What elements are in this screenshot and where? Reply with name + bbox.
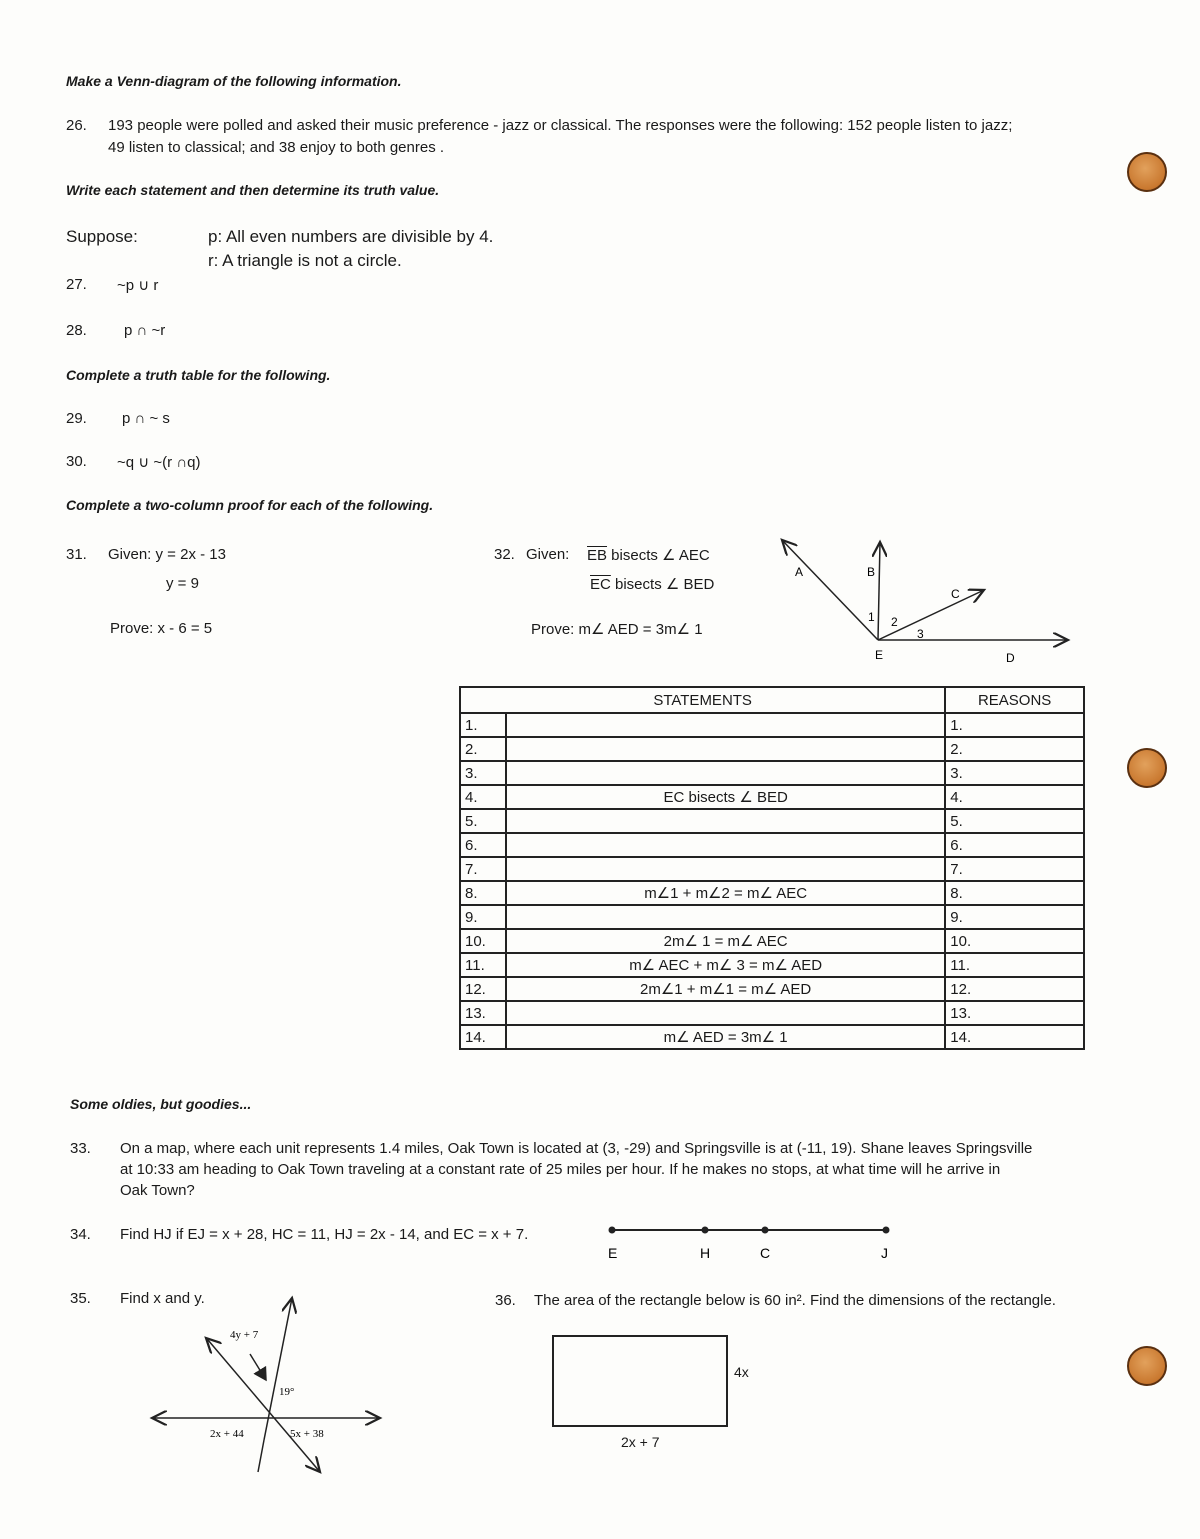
section-heading-venn: Make a Venn-diagram of the following information. xyxy=(66,73,402,89)
label-angle-2: 2 xyxy=(891,615,898,629)
proof-row xyxy=(460,857,1084,881)
q32-number: 32. xyxy=(494,546,515,563)
q31-prove: Prove: x - 6 = 5 xyxy=(110,620,213,637)
q27-number: 27. xyxy=(66,276,87,293)
statement-cell xyxy=(506,713,945,737)
label-point-e: E xyxy=(608,1245,618,1261)
rectangle xyxy=(552,1335,728,1427)
statement-cell xyxy=(506,761,945,785)
rectangle-bottom-label: 2x + 7 xyxy=(621,1434,660,1450)
reason-cell: 12. xyxy=(945,977,1084,1001)
q31-given1: Given: y = 2x - 13 xyxy=(108,546,226,563)
q32-prove: Prove: m∠ AED = 3m∠ 1 xyxy=(531,621,703,638)
q29-expression: p ∩ ~ s xyxy=(122,410,170,427)
statement-number: 11. xyxy=(460,953,506,977)
intersecting-lines-diagram xyxy=(140,1290,400,1480)
statement-cell: m∠1 + m∠2 = m∠ AEC xyxy=(506,881,945,905)
suppose-label: Suppose: xyxy=(66,227,138,246)
label-b: B xyxy=(867,565,876,579)
reason-cell: 4. xyxy=(945,785,1084,809)
statement-number: 3. xyxy=(460,761,506,785)
q33-line3: Oak Town? xyxy=(120,1182,195,1199)
statement-number: 7. xyxy=(460,857,506,881)
statement-cell xyxy=(506,833,945,857)
statement-number: 13. xyxy=(460,1001,506,1025)
ray-eb: $\overline{EB}$ xyxy=(587,547,608,564)
q30-expression: ~q ∪ ~(r ∩q) xyxy=(117,454,201,471)
q33-line1: On a map, where each unit represents 1.4 miles, Oak Town is located at (3, -29) and Springsville is at (-11, 19). Shane leaves Springsville xyxy=(120,1140,1033,1157)
section-heading-truth-table: Complete a truth table for the following. xyxy=(66,367,331,383)
statement-cell: 2m∠ 1 = m∠ AEC xyxy=(506,929,945,953)
label-2x-44: 2x + 44 xyxy=(210,1428,244,1440)
label-angle-1: 1 xyxy=(868,610,875,624)
label-point-j: J xyxy=(881,1245,888,1261)
q32-given2 xyxy=(590,575,714,593)
proof-table-header xyxy=(460,687,1084,713)
label-5x-38: 5x + 38 xyxy=(290,1428,324,1440)
proof-row xyxy=(460,809,1084,833)
proof-row xyxy=(460,929,1084,953)
label-point-c: C xyxy=(760,1245,771,1261)
reason-cell: 13. xyxy=(945,1001,1084,1025)
proof-row xyxy=(460,1001,1084,1025)
reason-cell: 5. xyxy=(945,809,1084,833)
q26-number: 26. xyxy=(66,117,87,134)
q32-given-label: Given: xyxy=(526,546,570,563)
punch-hole xyxy=(1127,152,1167,192)
q32-given2-rest: bisects ∠ BED xyxy=(610,576,715,593)
statement-number: 2. xyxy=(460,737,506,761)
q26-line2: 49 listen to classical; and 38 enjoy to both genres . xyxy=(108,139,445,156)
segment-diagram xyxy=(600,1220,900,1268)
q34-text: Find HJ if EJ = x + 28, HC = 11, HJ = 2x - 14, and EC = x + 7. xyxy=(120,1226,529,1243)
reason-cell: 10. xyxy=(945,929,1084,953)
section-heading-truth: Write each statement and then determine its truth value. xyxy=(66,182,440,198)
point-e xyxy=(609,1227,616,1234)
diagonal-line xyxy=(208,1340,320,1472)
reason-cell: 14. xyxy=(945,1025,1084,1049)
section-heading-proof: Complete a two-column proof for each of the following. xyxy=(66,497,434,513)
q34-number: 34. xyxy=(70,1226,91,1243)
reason-cell: 2. xyxy=(945,737,1084,761)
reason-cell: 1. xyxy=(945,713,1084,737)
proof-row xyxy=(460,1025,1084,1049)
reasons-header: REASONS xyxy=(945,687,1084,713)
q35-number: 35. xyxy=(70,1290,91,1307)
q31-number: 31. xyxy=(66,546,87,563)
reason-cell: 7. xyxy=(945,857,1084,881)
statement-cell: 2m∠1 + m∠1 = m∠ AED xyxy=(506,977,945,1001)
point-c xyxy=(762,1227,769,1234)
rectangle-side-label: 4x xyxy=(734,1364,749,1380)
label-point-h: H xyxy=(700,1245,711,1261)
punch-hole xyxy=(1127,748,1167,788)
proof-row xyxy=(460,953,1084,977)
q31-given2: y = 9 xyxy=(166,575,199,592)
proof-row xyxy=(460,737,1084,761)
angle-diagram xyxy=(770,530,1080,670)
statement-cell xyxy=(506,1001,945,1025)
q26-line1: 193 people were polled and asked their music preference - jazz or classical. The responses were the following: 152 people listen to jazz; xyxy=(108,117,1013,134)
ray-eb-line xyxy=(878,542,880,640)
statement-number: 9. xyxy=(460,905,506,929)
label-d: D xyxy=(1006,651,1015,665)
statement-p: p: All even numbers are divisible by 4. xyxy=(208,227,494,246)
statement-cell xyxy=(506,905,945,929)
statement-number: 6. xyxy=(460,833,506,857)
point-h xyxy=(702,1227,709,1234)
statement-cell xyxy=(506,809,945,833)
q28-number: 28. xyxy=(66,322,87,339)
reason-cell: 9. xyxy=(945,905,1084,929)
statement-number: 8. xyxy=(460,881,506,905)
reason-cell: 6. xyxy=(945,833,1084,857)
point-j xyxy=(883,1227,890,1234)
ray-ea xyxy=(782,540,878,640)
q36-text: The area of the rectangle below is 60 in². Find the dimensions of the rectangle. xyxy=(534,1292,1056,1309)
q32-given1 xyxy=(587,546,710,564)
proof-table xyxy=(459,686,1085,1050)
q35-text: Find x and y. xyxy=(120,1290,205,1307)
q33-number: 33. xyxy=(70,1140,91,1157)
statement-cell xyxy=(506,737,945,761)
proof-row xyxy=(460,833,1084,857)
proof-table-body xyxy=(460,713,1084,1049)
label-e: E xyxy=(875,648,884,662)
statement-cell xyxy=(506,857,945,881)
statement-number: 14. xyxy=(460,1025,506,1049)
q32-given1-rest: bisects ∠ AEC xyxy=(607,547,710,564)
label-4y-7: 4y + 7 xyxy=(230,1329,259,1341)
statement-cell: m∠ AEC + m∠ 3 = m∠ AED xyxy=(506,953,945,977)
q36-number: 36. xyxy=(495,1292,516,1309)
reason-cell: 8. xyxy=(945,881,1084,905)
statement-number: 4. xyxy=(460,785,506,809)
proof-row xyxy=(460,761,1084,785)
label-a: A xyxy=(795,565,804,579)
reason-cell: 11. xyxy=(945,953,1084,977)
statements-header: STATEMENTS xyxy=(460,687,945,713)
section-heading-oldies: Some oldies, but goodies... xyxy=(70,1096,252,1112)
proof-row xyxy=(460,713,1084,737)
label-c: C xyxy=(951,587,960,601)
q33-line2: at 10:33 am heading to Oak Town traveling at a constant rate of 25 miles per hour. If he makes no stops, at what time will he arrive in xyxy=(120,1161,1001,1178)
statement-number: 12. xyxy=(460,977,506,1001)
q30-number: 30. xyxy=(66,453,87,470)
punch-hole xyxy=(1127,1346,1167,1386)
proof-row xyxy=(460,881,1084,905)
proof-row xyxy=(460,977,1084,1001)
q28-expression: p ∩ ~r xyxy=(124,322,166,339)
q29-number: 29. xyxy=(66,410,87,427)
reason-cell: 3. xyxy=(945,761,1084,785)
label-19-deg: 19° xyxy=(279,1386,295,1398)
ray-ec: $\overline{EC}$ xyxy=(590,576,611,593)
statement-number: 5. xyxy=(460,809,506,833)
statement-cell: EC bisects ∠ BED xyxy=(506,785,945,809)
proof-row xyxy=(460,905,1084,929)
statement-r: r: A triangle is not a circle. xyxy=(208,251,402,270)
statement-number: 1. xyxy=(460,713,506,737)
label-angle-3: 3 xyxy=(917,627,924,641)
statement-number: 10. xyxy=(460,929,506,953)
q27-expression: ~p ∪ r xyxy=(117,277,159,294)
proof-row xyxy=(460,785,1084,809)
statement-cell: m∠ AED = 3m∠ 1 xyxy=(506,1025,945,1049)
